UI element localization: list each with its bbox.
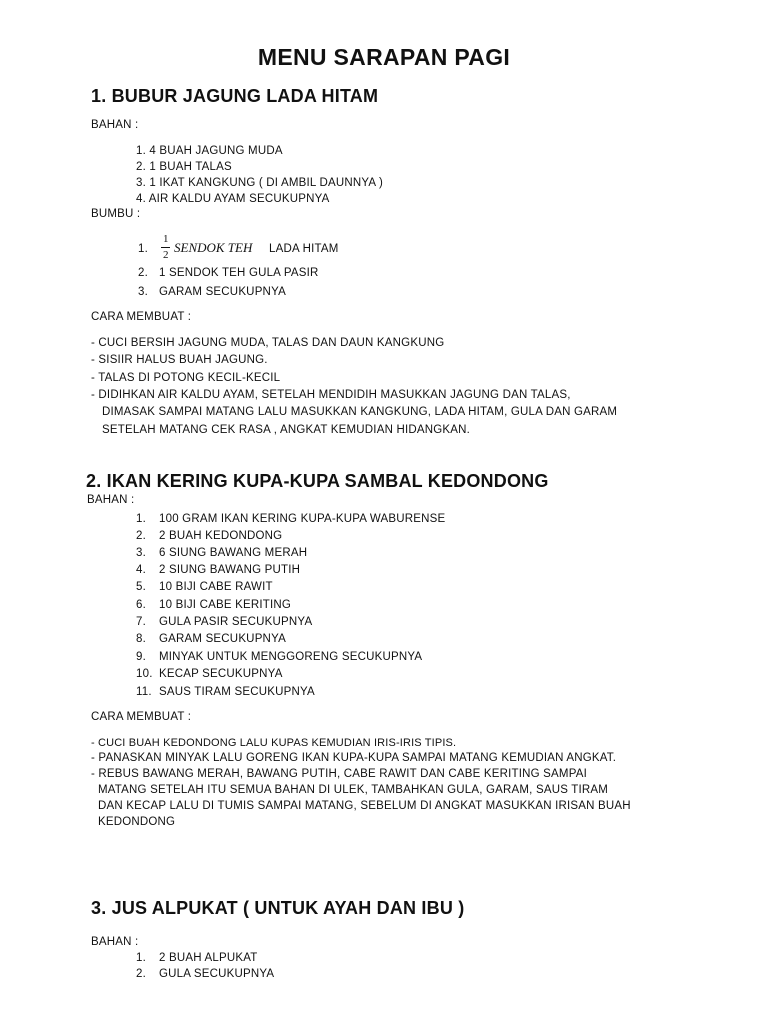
list-item: KECAP SECUKUPNYA xyxy=(159,668,283,680)
page-title: MENU SARAPAN PAGI xyxy=(257,44,511,70)
fraction-bar xyxy=(161,247,170,248)
list-item: 1 SENDOK TEH GULA PASIR xyxy=(159,267,319,279)
step-item: - DIDIHKAN AIR KALDU AYAM, SETELAH MENDIDIH MASUKKAN JAGUNG DAN TALAS, xyxy=(91,389,571,401)
step-item: SETELAH MATANG CEK RASA , ANGKAT KEMUDIAN HIDANGKAN. xyxy=(102,424,471,436)
list-item: GULA SECUKUPNYA xyxy=(159,968,275,980)
list-item: 2 SIUNG BAWANG PUTIH xyxy=(159,564,301,576)
list-number: 10. xyxy=(136,668,153,680)
formula-text: SENDOK TEH xyxy=(174,240,253,255)
list-item: 10 BIJI CABE RAWIT xyxy=(159,581,273,593)
step-item: DIMASAK SAMPAI MATANG LALU MASUKKAN KANGKUNG, LADA HITAM, GULA DAN GARAM xyxy=(102,406,618,418)
list-item: GARAM SECUKUPNYA xyxy=(159,286,286,298)
list-item: 2 BUAH KEDONDONG xyxy=(159,530,283,542)
list-number: 6. xyxy=(136,599,146,611)
bumbu-label: BUMBU : xyxy=(91,208,141,220)
list-number: 9. xyxy=(136,651,146,663)
recipe-heading: 3. JUS ALPUKAT ( UNTUK AYAH DAN IBU ) xyxy=(91,898,465,918)
step-item: - CUCI BERSIH JAGUNG MUDA, TALAS DAN DAUN KANGKUNG xyxy=(91,337,445,349)
step-item: KEDONDONG xyxy=(98,816,176,828)
list-number: 2. xyxy=(136,530,146,542)
step-item: - SISIIR HALUS BUAH JAGUNG. xyxy=(91,354,268,366)
list-item: 2. 1 BUAH TALAS xyxy=(136,161,232,173)
list-number: 3. xyxy=(138,286,148,298)
list-number: 2. xyxy=(138,267,148,279)
list-number: 1. xyxy=(138,243,148,255)
step-item: - REBUS BAWANG MERAH, BAWANG PUTIH, CABE RAWIT DAN CABE KERITING SAMPAI xyxy=(91,768,587,780)
list-number: 4. xyxy=(136,564,146,576)
step-item: - TALAS DI POTONG KECIL-KECIL xyxy=(91,372,281,384)
list-number: 5. xyxy=(136,581,146,593)
list-item: 6 SIUNG BAWANG MERAH xyxy=(159,547,308,559)
bahan-label: BAHAN : xyxy=(91,119,139,131)
list-number: 1. xyxy=(136,513,146,525)
list-number: 1. xyxy=(136,952,146,964)
list-item: 4. AIR KALDU AYAM SECUKUPNYA xyxy=(136,193,330,205)
list-number: 11. xyxy=(136,686,152,698)
list-item: SAUS TIRAM SECUKUPNYA xyxy=(159,686,315,698)
list-item: 10 BIJI CABE KERITING xyxy=(159,599,292,611)
list-item: GARAM SECUKUPNYA xyxy=(159,633,286,645)
fraction-denominator: 2 xyxy=(163,249,169,261)
list-item: 1. 4 BUAH JAGUNG MUDA xyxy=(136,145,283,157)
cara-label: CARA MEMBUAT : xyxy=(91,311,192,323)
list-number: 3. xyxy=(136,547,146,559)
list-number: 2. xyxy=(136,968,146,980)
bahan-label: BAHAN : xyxy=(91,936,139,948)
step-item: DAN KECAP LALU DI TUMIS SAMPAI MATANG, SEBELUM DI ANGKAT MASUKKAN IRISAN BUAH xyxy=(98,800,631,812)
list-number: 8. xyxy=(136,633,146,645)
list-item: 2 BUAH ALPUKAT xyxy=(159,952,258,964)
cara-label: CARA MEMBUAT : xyxy=(91,711,192,723)
list-item: 100 GRAM IKAN KERING KUPA-KUPA WABURENSE xyxy=(159,513,446,525)
list-item: LADA HITAM xyxy=(269,243,339,255)
list-item: MINYAK UNTUK MENGGORENG SECUKUPNYA xyxy=(159,651,423,663)
recipe-heading: 1. BUBUR JAGUNG LADA HITAM xyxy=(91,86,379,106)
step-item: - PANASKAN MINYAK LALU GORENG IKAN KUPA-KUPA SAMPAI MATANG KEMUDIAN ANGKAT. xyxy=(91,752,617,764)
step-item: MATANG SETELAH ITU SEMUA BAHAN DI ULEK, TAMBAHKAN GULA, GARAM, SAUS TIRAM xyxy=(98,784,609,796)
list-item: 3. 1 IKAT KANGKUNG ( DI AMBIL DAUNNYA ) xyxy=(136,177,384,189)
step-item: - CUCI BUAH KEDONDONG LALU KUPAS KEMUDIAN IRIS-IRIS TIPIS. xyxy=(91,737,457,749)
recipe-heading: 2. IKAN KERING KUPA-KUPA SAMBAL KEDONDONG xyxy=(86,471,549,491)
list-number: 7. xyxy=(136,616,146,628)
list-item: GULA PASIR SECUKUPNYA xyxy=(159,616,313,628)
fraction-numerator: 1 xyxy=(163,233,169,245)
bahan-label: BAHAN : xyxy=(87,494,135,506)
